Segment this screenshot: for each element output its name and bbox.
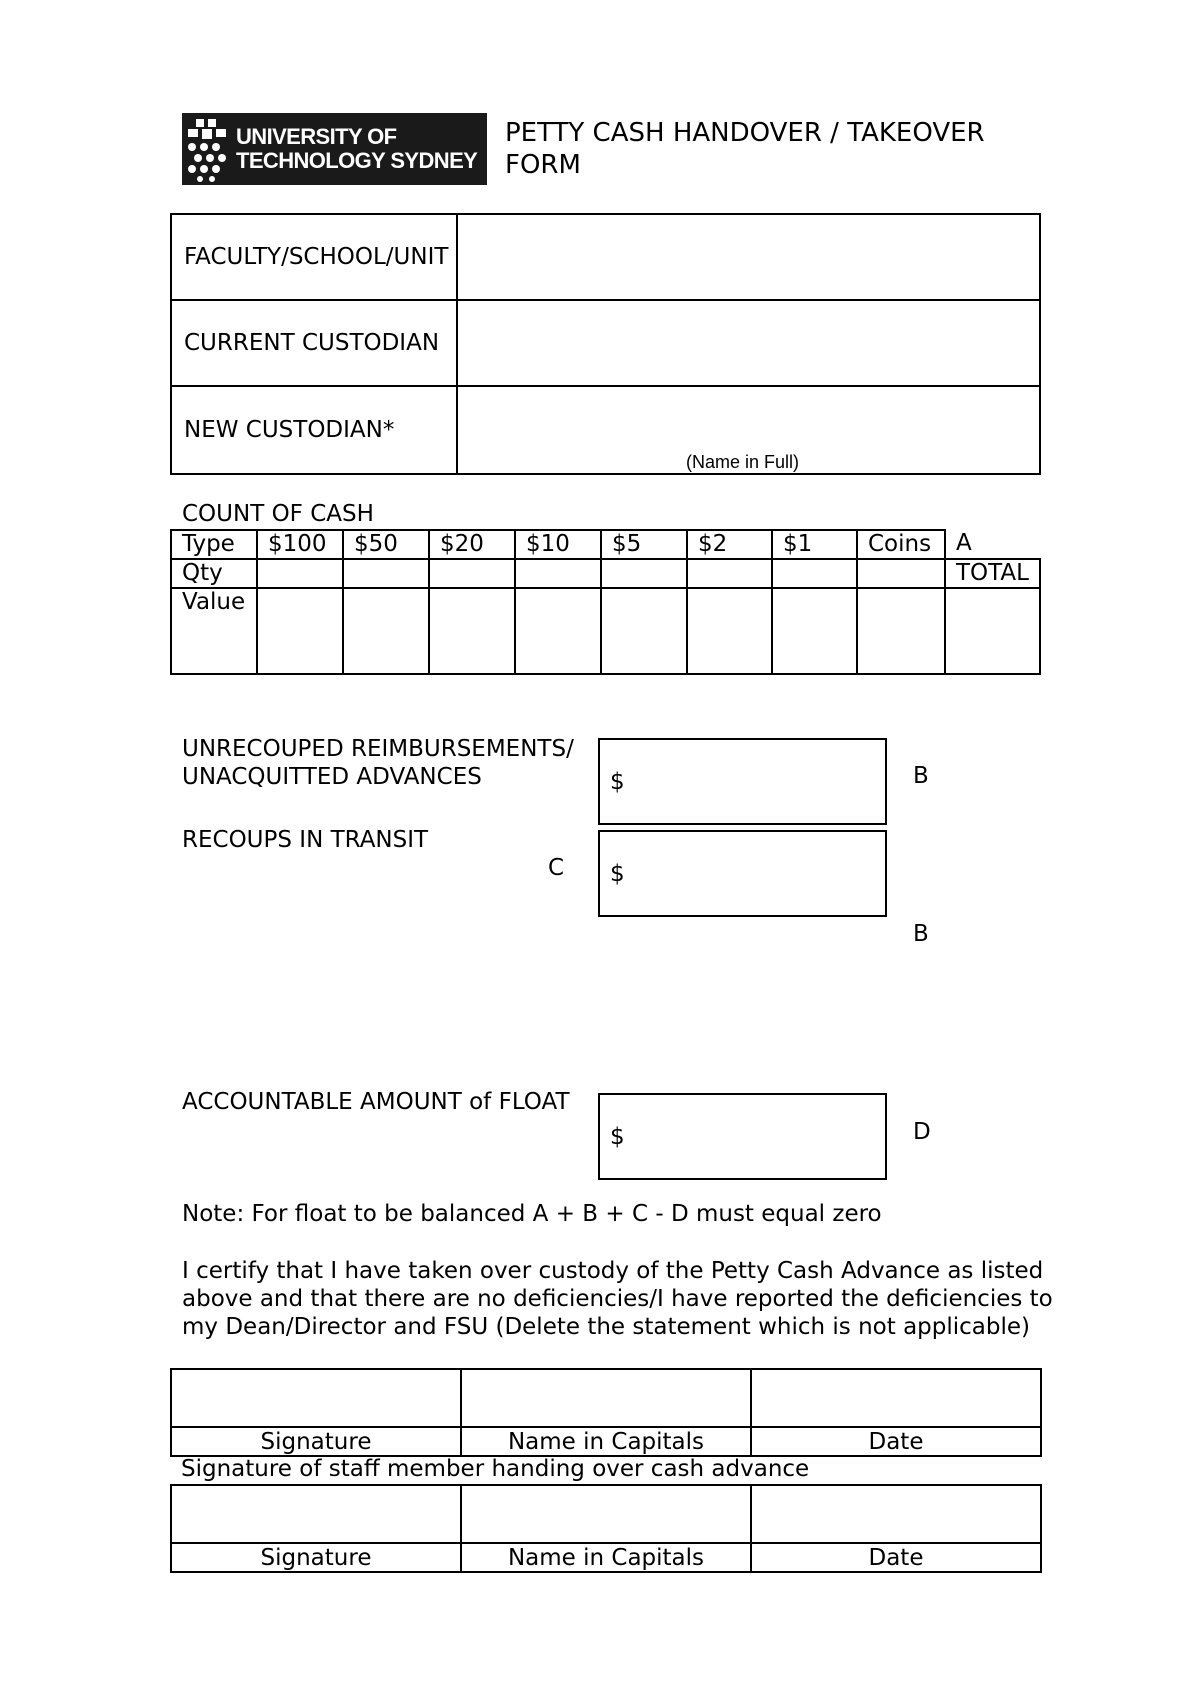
value-cell[interactable] — [257, 588, 343, 674]
uts-logo — [182, 113, 487, 185]
signature-label-row — [171, 1427, 1041, 1456]
uts-crest-icon — [182, 113, 232, 185]
custodian-info-table — [170, 213, 1041, 475]
accountable-amount-field[interactable] — [598, 1093, 887, 1180]
faculty-field[interactable] — [458, 215, 1039, 299]
form-title — [505, 117, 985, 181]
count-of-cash-heading: COUNT OF CASH — [182, 501, 374, 527]
signature-field[interactable] — [171, 1485, 461, 1543]
balance-note: Note: For float to be balanced A + B + C - D must equal zero — [182, 1201, 882, 1227]
marker-d: D — [913, 1119, 931, 1145]
currency-symbol: $ — [610, 1123, 625, 1150]
signature-label-row — [171, 1543, 1041, 1572]
value-label: Value — [171, 588, 257, 674]
currency-symbol: $ — [610, 860, 625, 887]
qty-cell[interactable] — [515, 559, 601, 588]
value-cell[interactable] — [343, 588, 429, 674]
current-custodian-field[interactable] — [458, 301, 1039, 385]
qty-cell[interactable] — [772, 559, 857, 588]
new-custodian-signature-table — [170, 1368, 1042, 1457]
denomination-1: $1 — [772, 530, 857, 559]
denomination-2: $2 — [687, 530, 772, 559]
marker-a: A — [956, 530, 972, 556]
qty-cell[interactable] — [857, 559, 945, 588]
faculty-label: FACULTY/SCHOOL/UNIT — [172, 215, 458, 299]
signature-field[interactable] — [171, 1369, 461, 1427]
new-custodian-row — [172, 387, 1039, 473]
cash-type-row — [171, 530, 1040, 559]
denomination-10: $10 — [515, 530, 601, 559]
form-title-line-2: FORM — [505, 150, 581, 180]
new-custodian-label: NEW CUSTODIAN* — [172, 387, 458, 473]
name-capitals-label: Name in Capitals — [461, 1427, 751, 1456]
value-cell[interactable] — [772, 588, 857, 674]
date-field[interactable] — [751, 1485, 1041, 1543]
marker-c: C — [548, 855, 565, 881]
value-cell[interactable] — [687, 588, 772, 674]
reimbursements-label-line-2: UNACQUITTED ADVANCES — [182, 764, 482, 790]
date-field[interactable] — [751, 1369, 1041, 1427]
signature-entry-row — [171, 1485, 1041, 1543]
value-cell[interactable] — [857, 588, 945, 674]
denomination-5: $5 — [601, 530, 687, 559]
current-custodian-label: CURRENT CUSTODIAN — [172, 301, 458, 385]
total-label: TOTAL — [945, 559, 1040, 588]
reimbursements-amount-field[interactable] — [598, 738, 887, 825]
name-capitals-field[interactable] — [461, 1485, 751, 1543]
faculty-row — [172, 215, 1039, 301]
current-custodian-row — [172, 301, 1039, 387]
name-capitals-field[interactable] — [461, 1369, 751, 1427]
qty-cell[interactable] — [687, 559, 772, 588]
certification-line-3: my Dean/Director and FSU (Delete the statement which is not applicable) — [182, 1314, 1031, 1340]
date-label: Date — [751, 1427, 1041, 1456]
recoups-amount-field[interactable] — [598, 830, 887, 917]
name-capitals-label: Name in Capitals — [461, 1543, 751, 1572]
new-custodian-field[interactable] — [458, 387, 1039, 473]
form-title-line-1: PETTY CASH HANDOVER / TAKEOVER — [505, 118, 985, 148]
type-label: Type — [171, 530, 257, 559]
date-label: Date — [751, 1543, 1041, 1572]
qty-cell[interactable] — [601, 559, 687, 588]
signature-label: Signature — [171, 1427, 461, 1456]
handover-caption: Signature of staff member handing over cash advance — [181, 1456, 810, 1482]
total-value-cell[interactable] — [945, 588, 1040, 674]
reimbursements-label — [182, 735, 574, 791]
certification-line-1: I certify that I have taken over custody of the Petty Cash Advance as listed — [182, 1258, 1044, 1284]
denomination-coins: Coins — [857, 530, 945, 559]
denomination-50: $50 — [343, 530, 429, 559]
certification-statement — [182, 1257, 1053, 1341]
signature-entry-row — [171, 1369, 1041, 1427]
name-in-full-hint: (Name in Full) — [686, 452, 800, 472]
logo-line-1: UNIVERSITY OF — [236, 124, 397, 149]
value-cell[interactable] — [429, 588, 515, 674]
qty-cell[interactable] — [343, 559, 429, 588]
recoups-label: RECOUPS IN TRANSIT — [182, 827, 429, 853]
reimbursements-label-line-1: UNRECOUPED REIMBURSEMENTS/ — [182, 736, 574, 762]
signature-label: Signature — [171, 1543, 461, 1572]
qty-cell[interactable] — [257, 559, 343, 588]
denomination-100: $100 — [257, 530, 343, 559]
marker-b: B — [913, 763, 929, 789]
certification-line-2: above and that there are no deficiencies/I have reported the deficiencies to — [182, 1286, 1053, 1312]
denomination-20: $20 — [429, 530, 515, 559]
cash-qty-row — [171, 559, 1040, 588]
value-cell[interactable] — [515, 588, 601, 674]
accountable-amount-label: ACCOUNTABLE AMOUNT of FLOAT — [182, 1089, 570, 1115]
value-cell[interactable] — [601, 588, 687, 674]
cash-count-table — [170, 529, 1041, 675]
currency-symbol: $ — [610, 768, 625, 795]
handover-signature-table — [170, 1484, 1042, 1573]
qty-cell[interactable] — [429, 559, 515, 588]
marker-b-second: B — [913, 921, 929, 947]
cash-value-row — [171, 588, 1040, 674]
logo-line-2: TECHNOLOGY SYDNEY — [236, 148, 478, 173]
qty-label: Qty — [171, 559, 257, 588]
